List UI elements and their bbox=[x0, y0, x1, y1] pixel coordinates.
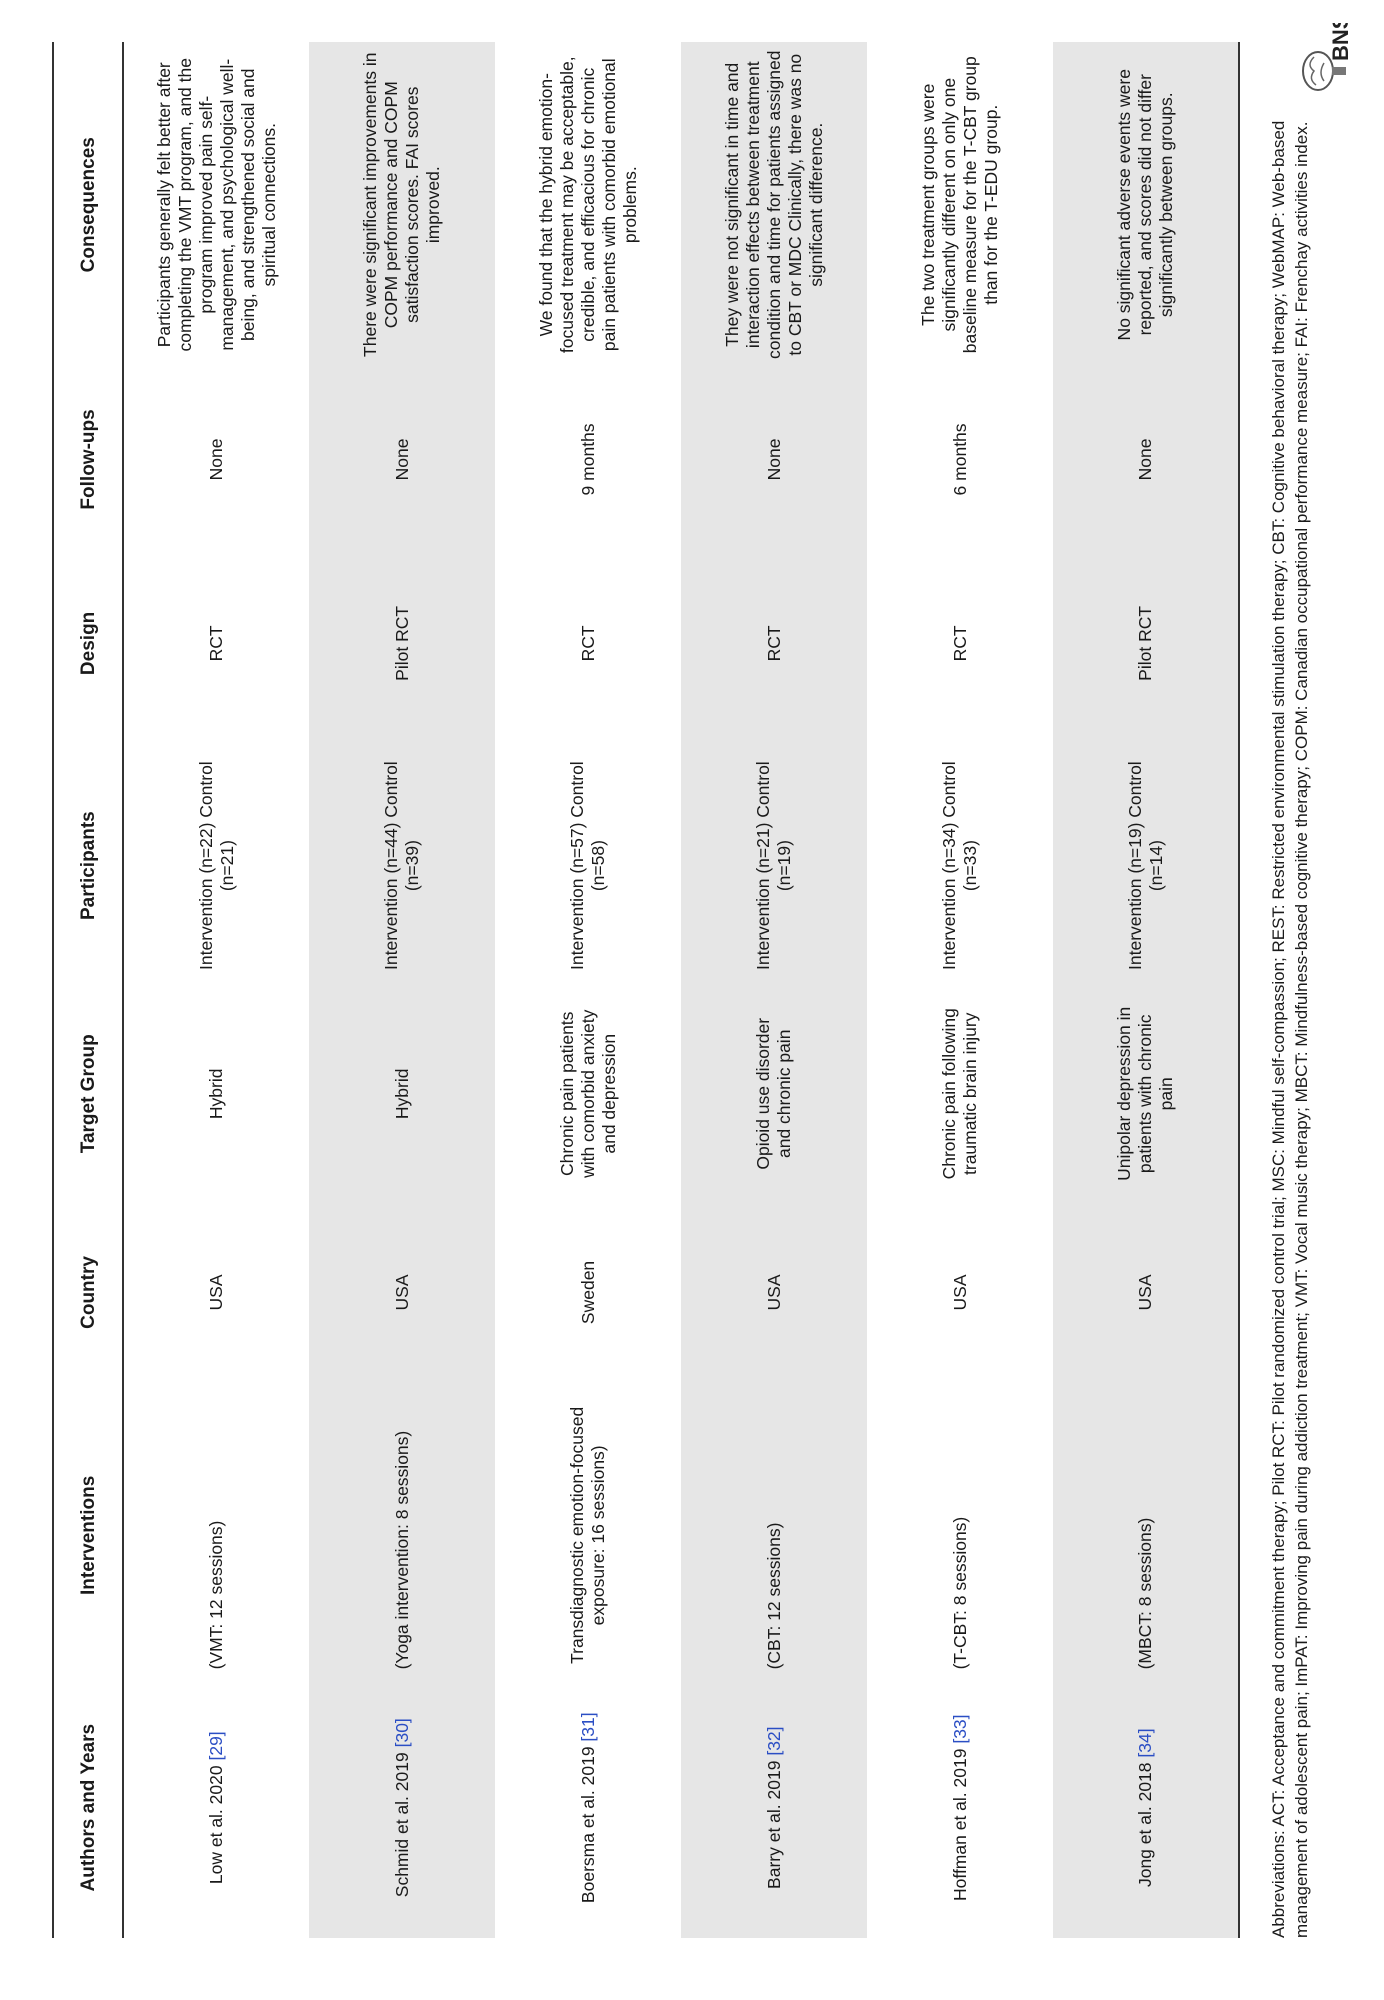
reference-link[interactable]: [32] bbox=[763, 1726, 784, 1756]
cell-design: RCT bbox=[681, 551, 867, 735]
author-text: Barry et al. 2019 bbox=[763, 1760, 784, 1889]
cell-target-group: Chronic pain following traumatic brain injury bbox=[939, 1008, 980, 1180]
header-follow-ups: Follow-ups bbox=[53, 367, 123, 551]
cell-country: USA bbox=[206, 1274, 226, 1311]
header-design: Design bbox=[53, 551, 123, 735]
cell-target-group: Opioid use disorder and chronic pain bbox=[681, 996, 867, 1192]
cell-consequences: No significant adverse events were reported, and scores did not differ significantly between groups. bbox=[1053, 42, 1239, 367]
cell-design: RCT bbox=[577, 625, 598, 662]
cell-follow-up: None bbox=[681, 367, 867, 551]
cell-author bbox=[867, 1677, 1053, 1938]
cell-design: Pilot RCT bbox=[309, 551, 495, 735]
reference-link[interactable]: [29] bbox=[206, 1731, 226, 1761]
reference-link[interactable]: [33] bbox=[949, 1714, 970, 1744]
cell-target-group: Chronic pain patients with comorbid anxiety and depression bbox=[556, 1009, 619, 1178]
header-target-group: Target Group bbox=[53, 996, 123, 1192]
cell-author bbox=[123, 1677, 309, 1938]
cell-country: USA bbox=[681, 1192, 867, 1394]
brain-logo-icon bbox=[1288, 23, 1356, 95]
cell-intervention: (CBT: 12 sessions) bbox=[681, 1393, 867, 1677]
cell-follow-up: None bbox=[1053, 367, 1239, 551]
cell-author bbox=[495, 1677, 681, 1938]
cell-follow-up: 9 months bbox=[577, 423, 598, 496]
cell-target-group: Unipolar depression in patients with chronic pain bbox=[1053, 996, 1239, 1192]
abbreviations-footnote: Abbreviations: ACT: Acceptance and commitment therapy; Pilot RCT: Pilot randomized control trial; MSC: Mindful self-compassion; REST: Restricted environmental stimulation therapy; CBT: Cognitive behavioral therapy; WebMAP: Web-based management of adolescent pain; ImPAT: Improving pain during addiction treatment; VMT: Vocal music therapy; MBCT: Mindfulness-based cognitive therapy; COPM: Canadian occupational performance measure; FAI: Frenchay activities index. bbox=[1269, 120, 1311, 1938]
cell-country: Sweden bbox=[577, 1260, 598, 1325]
cell-design: RCT bbox=[206, 625, 226, 662]
author-text: Hoffman et al. 2019 bbox=[949, 1748, 970, 1901]
table-row bbox=[867, 42, 1053, 1938]
table-header-row bbox=[53, 42, 123, 1938]
header-interventions: Interventions bbox=[53, 1393, 123, 1677]
cell-intervention: (MBCT: 8 sessions) bbox=[1053, 1393, 1239, 1677]
author-text: Low et al. 2020 bbox=[206, 1765, 226, 1885]
cell-target-group: Hybrid bbox=[309, 996, 495, 1192]
author-text: Schmid et al. 2019 bbox=[391, 1752, 412, 1898]
cell-participants: Intervention (n=22) Control (n=21) bbox=[195, 761, 237, 970]
cell-follow-up: None bbox=[309, 367, 495, 551]
cell-consequences: We found that the hybrid emotion-focused treatment may be acceptable, credible, and efficacious for chronic pain patients with comorbid emotional problems. bbox=[535, 56, 640, 354]
cell-consequences: Participants generally felt better after completing the VMT program, and the program improved pain self-management, and psychological well-being, and strengthened social and spiritual connections. bbox=[153, 58, 279, 352]
reference-link[interactable]: [34] bbox=[1135, 1728, 1155, 1758]
table-row bbox=[123, 42, 309, 1938]
cell-country: USA bbox=[1053, 1192, 1239, 1394]
cell-intervention: Transdiagnostic emotion-focused exposure: 16 sessions) bbox=[567, 1406, 608, 1664]
reference-link[interactable]: [30] bbox=[391, 1718, 412, 1748]
cell-follow-up: None bbox=[206, 438, 226, 481]
header-consequences: Consequences bbox=[53, 42, 123, 367]
cell-consequences: They were not significant in time and interaction effects between treatment condition and time for patients assigned to CBT or MDC Clinically, there was no significant difference. bbox=[681, 42, 867, 367]
cell-design: Pilot RCT bbox=[1053, 551, 1239, 735]
logo-text: BNS bbox=[1328, 23, 1353, 61]
cell-consequences: The two treatment groups were significantly different on only one baseline measure for the T-CBT group than for the T-EDU group. bbox=[918, 56, 1001, 354]
table-row bbox=[309, 42, 495, 1938]
journal-logo bbox=[1288, 23, 1356, 95]
cell-participants: Intervention (n=34) Control (n=33) bbox=[939, 761, 980, 970]
cell-participants: Intervention (n=19) Control (n=14) bbox=[1053, 735, 1239, 996]
cell-design: RCT bbox=[949, 625, 970, 662]
table-row bbox=[495, 42, 681, 1938]
cell-target-group: Hybrid bbox=[206, 1068, 226, 1120]
cell-follow-up: 6 months bbox=[949, 423, 970, 496]
table-row bbox=[1053, 42, 1239, 1938]
cell-author bbox=[309, 1677, 495, 1938]
header-participants: Participants bbox=[53, 735, 123, 996]
author-text: Boersma et al. 2019 bbox=[577, 1746, 598, 1904]
cell-participants: Intervention (n=44) Control (n=39) bbox=[309, 735, 495, 996]
cell-consequences: There were significant improvements in COPM performance and COPM satisfaction scores. FAI scores improved. bbox=[309, 42, 495, 367]
author-text: Jong et al. 2018 bbox=[1135, 1762, 1155, 1888]
cell-participants: Intervention (n=21) Control (n=19) bbox=[681, 735, 867, 996]
cell-author bbox=[1053, 1677, 1239, 1938]
cell-intervention: (T-CBT: 8 sessions) bbox=[949, 1516, 970, 1670]
cell-country: USA bbox=[309, 1192, 495, 1394]
reference-link[interactable]: [31] bbox=[577, 1712, 598, 1742]
header-authors: Authors and Years bbox=[53, 1677, 123, 1938]
table-row bbox=[681, 42, 867, 1938]
cell-country: USA bbox=[949, 1274, 970, 1311]
cell-intervention: (Yoga intervention: 8 sessions) bbox=[309, 1393, 495, 1677]
cell-participants: Intervention (n=57) Control (n=58) bbox=[567, 761, 608, 970]
cell-intervention: (VMT: 12 sessions) bbox=[206, 1520, 226, 1670]
cell-author bbox=[681, 1677, 867, 1938]
studies-table bbox=[52, 42, 1240, 1938]
header-country: Country bbox=[53, 1192, 123, 1394]
